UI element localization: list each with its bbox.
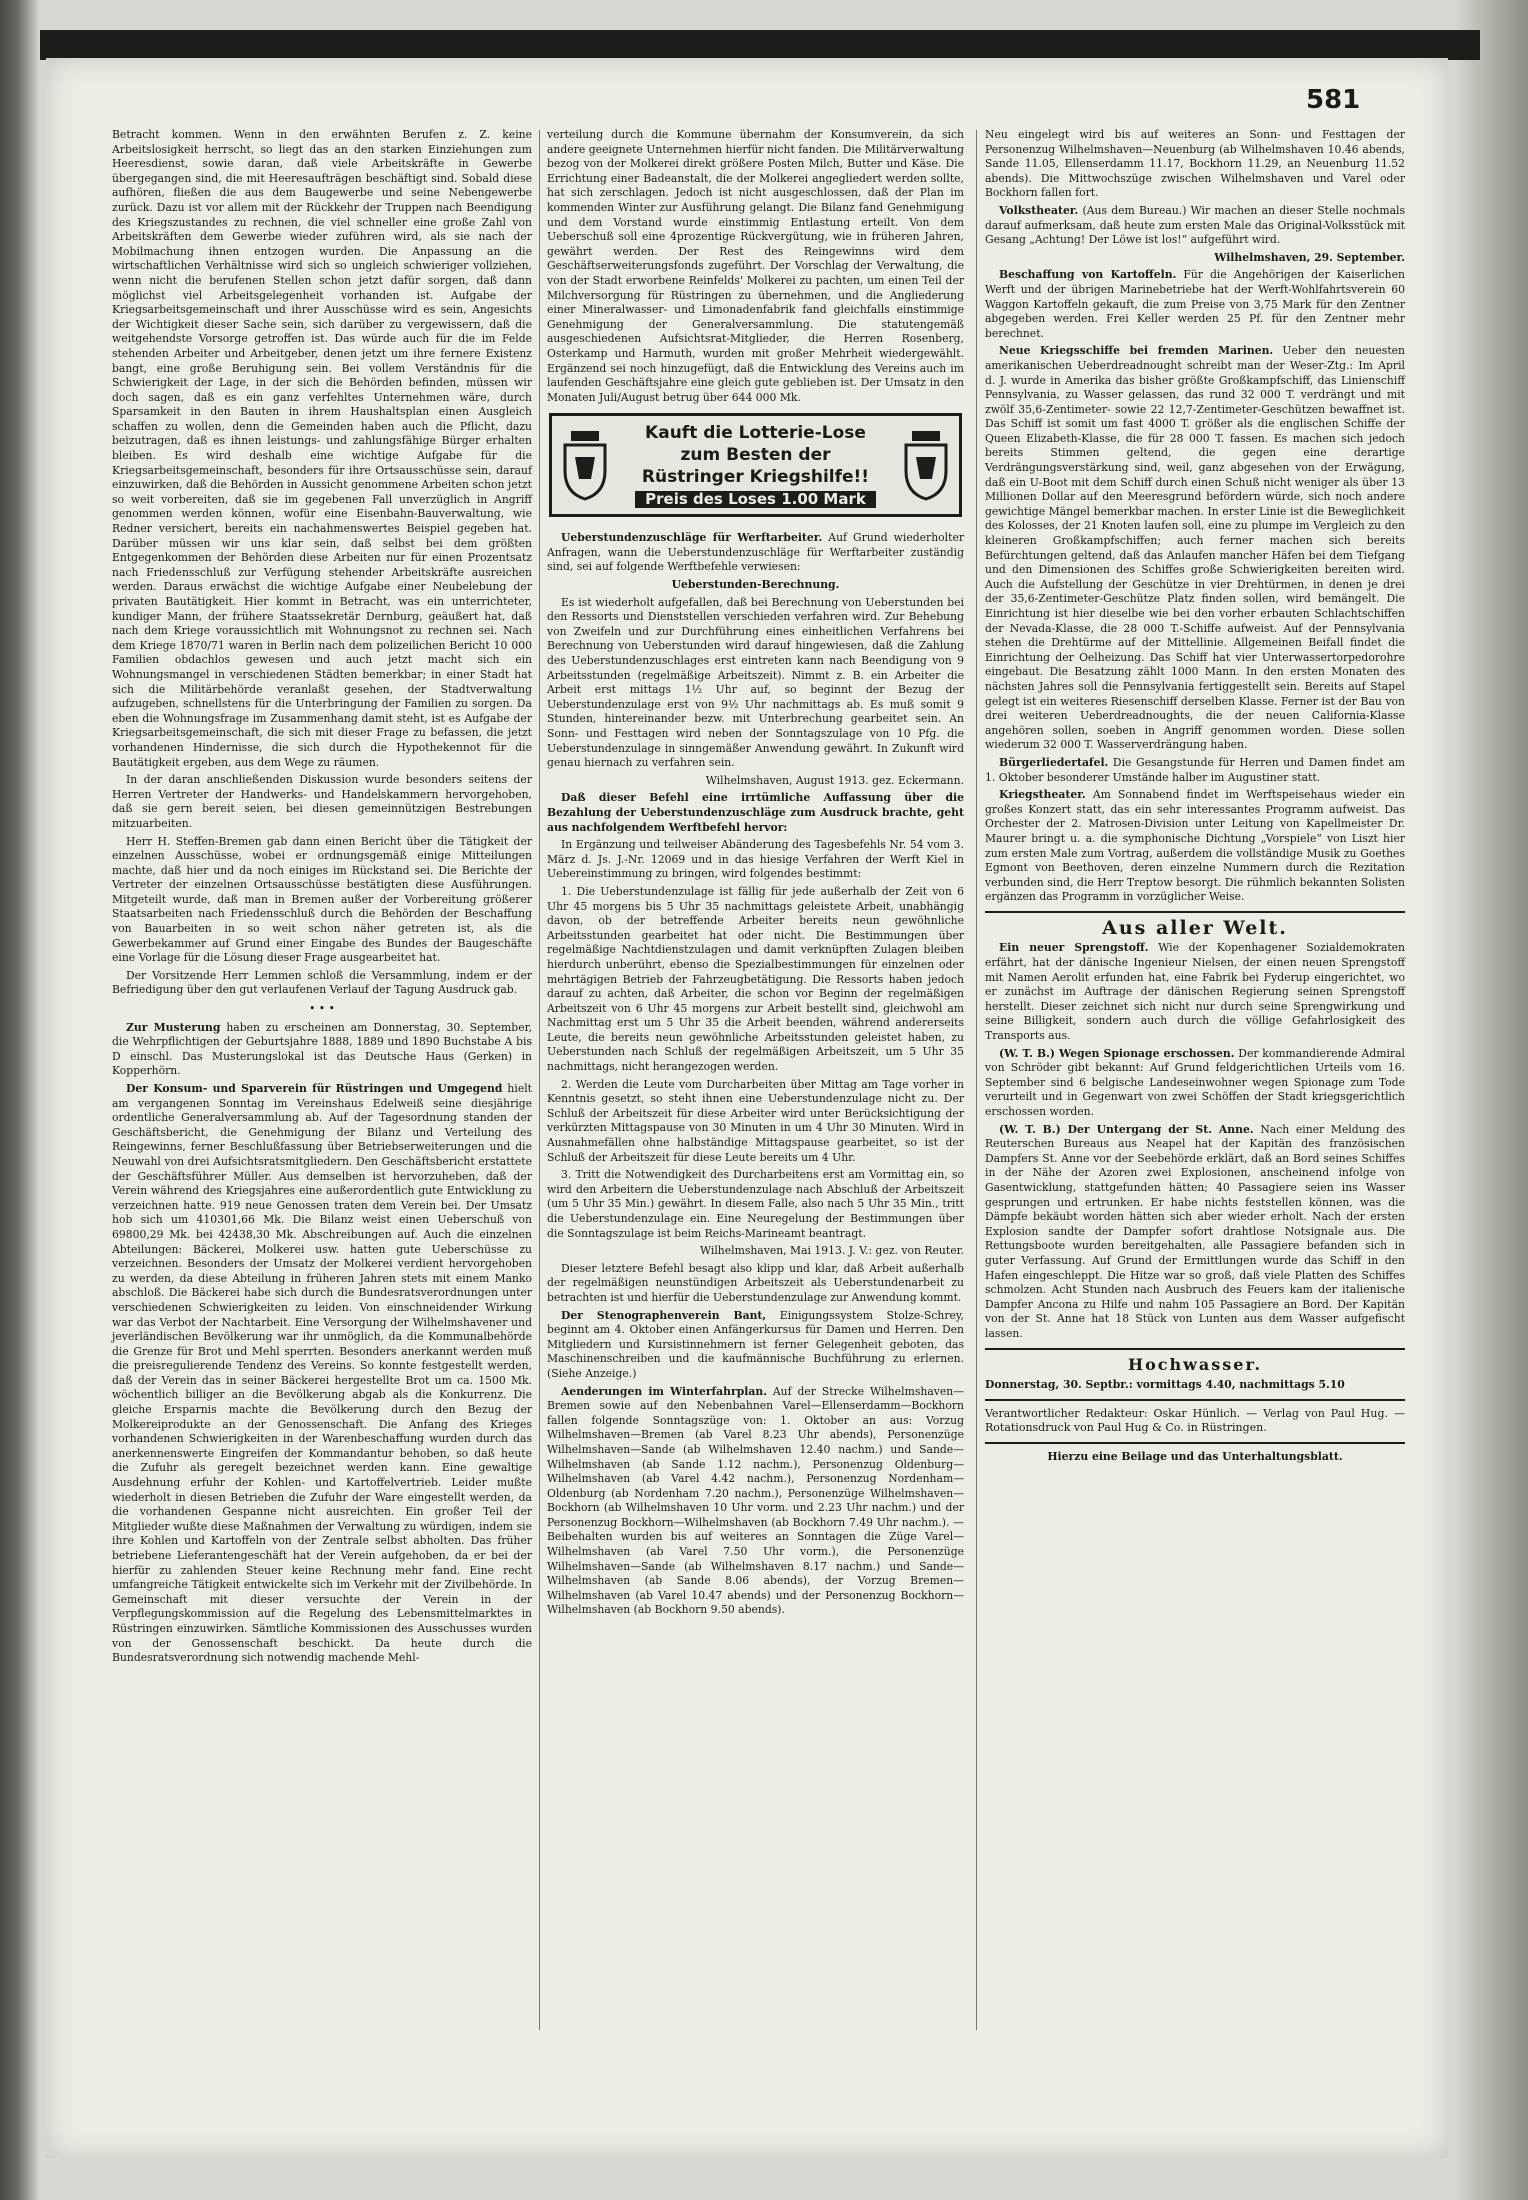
article-heading: Neue Kriegsschiffe bei fremden Marinen. — [999, 344, 1274, 358]
article-body: Wie der Kopenhagener Sozialdemokraten erfährt, hat der dänische Ingenieur Nielsen, der einen neuen Sprengstoff mit Namen Aerolit erfunden hat, eine Fabrik bei Fyderup eingerichtet, wo er zunächst im Auftrage der dänischen Regierung seinen Sprengstoff herstellt. Dieser zeichnet sich nicht nur durch seine Sprengwirkung und seine Billigkeit, sondern auch durch die völlige Gefahrlosigkeit des Transports aus. — [985, 941, 1405, 1043]
article-paragraph: Es ist wiederholt aufgefallen, daß bei Berechnung von Ueberstunden bei den Ressorts und Dienststellen verschieden verfahren wird. Zur Behebung von Zweifeln und zur Durchführung eines einheitlichen Verfahrens bei Berechnung von Ueberstunden wird darauf hingewiesen, daß die Zahlung des Ueberstundenzuschlages erst eintreten kann nach Beendigung von 9 Arbeitsstunden (regelmäßige Arbeitszeit). Nimmt z. B. ein Arbeiter die Arbeit erst mittags 1½ Uhr auf, so beginnt der Bezug der Ueberstundenzulage erst von 9½ Uhr nachmittags ab. Es muß somit 9 Stunden, hintereinander bezw. mit Unterbrechung gearbeitet sein. An Sonn- und Festtagen wird neben der Sonntagszulage von 10 Pfg. die Ueberstundenzulage in sinngemäßer Anwendung gewährt. In Zukunft wird genau hiernach zu verfahren sein. — [547, 595, 964, 770]
article-signature: Wilhelmshaven, Mai 1913. J. V.: gez. von Reuter. — [699, 1244, 964, 1258]
article-heading: Zur Musterung — [126, 1020, 221, 1034]
article-heading: Der Stenographenverein Bant, — [561, 1308, 767, 1322]
article-paragraph: In der daran anschließenden Diskussion wurde besonders seitens der Herren Vertreter der Handwerks- und Handelskammern hervorgehoben, daß sie gern bereit seien, bei diesen gemeinnützigen Bestrebungen mitzuarbeiten. — [112, 773, 532, 830]
article-body: (Aus dem Bureau.) Wir machen an dieser Stelle nochmals darauf aufmerksam, daß heute zum ersten Male das Original-Volksstück mit Gesang „Achtung! Der Löwe ist los!“ aufgeführt wird. — [985, 203, 1406, 247]
article-paragraph: Der Vorsitzende Herr Lemmen schloß die Versammlung, indem er der Befriedigung über den gut verlaufenen Verlauf der Tagung Ausdruck gab. — [112, 968, 532, 997]
article-body: haben zu erscheinen am Donnerstag, 30. September, die Wehrpflichtigen der Geburtsjahre 1888, 1889 und 1890 Buchstabe A bis D einschl. Das Musterungslokal ist das Deutsche Haus (Gerken) in Kopperhörn. — [112, 1020, 533, 1078]
article-heading: Der Konsum- und Sparverein für Rüstringen und Umgegend — [126, 1082, 503, 1095]
article-body: hielt am vergangenen Sonntag im Vereinshaus Edelweiß seine diesjährige ordentliche Generalversammlung ab. Auf der Tagesordnung standen der Geschäftsbericht, die Genehmigung der Bilanz und Verteilung des Reingewinns, ferner Beschlußfassung über Betriebserweiterungen und die Neuwahl von drei Aufsichtsratsmitgliedern. Den Geschäftsbericht erstattete der Geschäftsführer Müller. Aus demselben ist hervorzuheben, daß der Verein während des Kriegsjahres eine außerordentlich gute Entwicklung zu verzeichnen hatte. 919 neue Genossen traten dem Verein bei. Der Umsatz hob sich um 410301,66 Mk. Die Bilanz weist einen Ueberschuß von 69800,29 Mk. bei 42438,30 Mk. Abschreibungen auf. Auch die einzelnen Abteilungen: Bäckerei, Molkerei usw. hatten gute Ueberschüsse zu verzeichnen. Besonders der Umsatz der Molkerei verdient hervorgehoben zu werden, da diese Abteilung in früheren Jahren stets mit einem Manko abschloß. Die Bäckerei habe sich durch die Bundesratsverordnungen unter verschiedenen Schwierigkeiten zu leiden. Von einschneidender Wirkung war das Verbot der Nachtarbeit. Eine Versorgung der Wilhelmshavener und jeverländischen Bevölkerung war ihr unmöglich, da die Kommunalbehörde die Grenze für Brot und Mehl sperrten. Besonders anerkannt werden muß die preisregulierende Tendenz des Vereins. So konnte festgestellt werden, daß der Verein das in seiner Bäckerei hergestellte Brot um ca. 1500 Mk. wöchentlich billiger an die Bevölkerung abgab als die Konkurrenz. Die gleiche Ersparnis machte die Bevölkerung durch den Bezug der Molkereiprodukte an der Genossenschaft. Die Anfang des Krieges vorhandenen Schwierigkeiten in der Warenbeschaffung wurden durch das anerkennenswerte Eingreifen der Kommandantur behoben, so daß heute die Zufuhr als geregelt bezeichnet werden kann. Eine gewaltige Ausdehnung erfuhr der Kohlen- und Kartoffelvertrieb. Leider mußte wiederholt in diesen Betrieben die Zufuhr der Ware eingestellt werden, da die vorhandenen Gespanne nicht ausreichten. Ein großer Teil der Mitglieder wußte diese Maßnahmen der Verwaltung zu würdigen, indem sie ihre Kohlen und Kartoffeln von der Zentrale selbst abholten. Das früher betriebene Lieferantengeschäft hat der Verein aufgehoben, da er bei der hierfür zu zahlenden Steuer keine Rechnung mehr fand. Eine recht umfangreiche Tätigkeit entwickelte sich im Verkehr mit der Zivilbehörde. In Gemeinschaft mit dieser versuchte der Verein in der Verpflegungskommission auf die Regelung des Lebensmittelmarktes in Rüstringen einzuwirken. Sämtliche Kommissionen des Ausschusses wurden von der Genossenschaft beschickt. Da heute durch die Bundesratsverordnung sich notwendig machende Mehl- — [112, 1082, 532, 1665]
article-body: Auf der Strecke Wilhelmshaven—Bremen sowie auf den Nebenbahnen Varel—Ellenserdamm—Bockhorn fallen folgende Sonntagszüge von: 1. Oktober an aus: Vorzug Wilhelmshaven—Bremen (ab Varel 8.23 Uhr abends), Personenzüge Wilhelmshaven—Sande (ab Wilhelmshaven 12.40 nachm.) und Sande—Wilhelmshaven (ab Sande 1.12 nachm.), Personenzug Oldenburg—Wilhelmshaven (ab Varel 4.42 nachm.), Personenzug Nordenham—Oldenburg (ab Nordenham 7.20 nachm.), Personenzüge Wilhelmshaven—Bockhorn (ab Wilhelmshaven 10 Uhr vorm. und 2.23 Uhr nachm.) und der Personenzug Bockhorn—Wilhelmshaven (ab Bockhorn 7.49 Uhr nachm.). — Beibehalten wurden bis auf weiteres an Sonntagen die Züge Varel—Wilhelmshaven (ab Varel 7.50 Uhr vorm.), die Personenzüge Wilhelmshaven—Sande (ab Wilhelmshaven 8.17 nachm.) und Sande—Wilhelmshaven (ab Sande 8.06 abends), der Vorzug Bremen—Wilhelmshaven (ab Varel 10.47 abends) und der Personenzug Bockhorn—Wilhelmshaven (ab Bockhorn 9.50 abends). — [547, 1384, 965, 1617]
ad-line: Kauft die Lotterie-Lose — [645, 422, 866, 443]
article-heading: (W. T. B.) Wegen Spionage erschossen. — [999, 1046, 1235, 1060]
section-rule — [985, 911, 1405, 913]
section-rule — [985, 1348, 1405, 1350]
section-rule — [985, 1442, 1405, 1444]
column-left — [112, 128, 532, 1669]
article-heading: Kriegstheater. — [999, 788, 1086, 802]
section-rule — [985, 1399, 1405, 1401]
article-paragraph: Betracht kommen. Wenn in den erwähnten Berufen z. Z. keine Arbeitslosigkeit herrscht, so liegt das an den starken Einziehungen zum Heeresdienst, sowie daran, daß viele Arbeitskräfte in Gewerbe übergegangen sind, die mit Heeresaufträgen beschäftigt sind. Sobald diese aufhören, fließen die aus dem Baugewerbe und seine Nebengewerbe zurück. Dazu ist vor allem mit der Rückkehr der Truppen nach Beendigung des Kriegszustandes zu rechnen, die viel schneller eine große Zahl von Arbeitskräften dem Gewerbe wieder zuführen wird, als sie nach der Mobilmachung ihnen entzogen wurden. Die Anpassung an die wirtschaftlichen Verhältnisse wird sich so ungleich schwieriger vollziehen, wenn nicht die berufenen Stellen schon jetzt dafür sorgen, daß dann möglichst viel Arbeitsgelegenheit vorhanden ist. Aufgabe der Kriegsarbeitsgemeinschaft und ihrer Ausschüsse wird es sein, Angesichts der Wichtigkeit dieser Sache sein, sich darüber zu vergewissern, daß die weitgehendste Vorsorge getroffen ist. Das würde auch für die im Felde stehenden Arbeiter und Arbeitgeber, denen jetzt um ihre fernere Existenz bangt, eine große Beruhigung sein. Bei vollem Verständnis für die Schwierigkeit der Lage, in der sich die Behörden befinden, müssen wir doch sagen, daß es ein ganz verfehltes Unternehmen wäre, durch Sparsamkeit in den Bauten in ihrem Haushaltsplan einen Ausgleich schaffen zu wollen, denn die Gemeinden haben auch die Pflicht, dazu beizutragen, daß es ihnen leistungs- und zahlungsfähige Bürger erhalten bleiben. Es wird deshalb eine wichtige Aufgabe für die Kriegsarbeitsgemeinschaft, besonders für ihre Ortsausschüsse sein, darauf einzuwirken, daß die Behörden in Aussicht genommene Arbeiten schon jetzt so weit vorbereiten, daß sie im gegebenen Fall unverzüglich in Angriff genommen werden können, wofür eine Eisenbahn-Bauverwaltung, wie Redner versichert, bereits ein nachahmenswertes Beispiel gegeben hat. Darüber müssen wir uns klar sein, daß selbst bei dem größten Entgegenkommen der Behörden diese Arbeiten nur für einen Prozentsatz nach Friedensschluß zur Verfügung stehender Arbeitskräfte ausreichen werden. Daraus erwächst die wichtige Aufgabe einer Neubelebung der privaten Bautätigkeit. Hier kommt in Betracht, was ein unterrichteter, kundiger Mann, der frühere Staatssekretär Dernburg, geäußert hat, daß nach dem Kriege voraussichtlich mit Wohnungsnot zu rechnen sei. Nach dem Kriege 1870/71 waren in Berlin nach dem polizeilichen Bericht 10 000 Familien obdachlos gewesen und auch jetzt macht sich ein Wohnungsmangel in verschiedenen Städten bemerkbar; in einer Stadt hat sich die Militärbehörde veranlaßt gesehen, der Stadtverwaltung aufzugeben, schnellstens für die Unterbringung der Familien zu sorgen. Da eben die Wohnungsfrage im Zusammenhang damit steht, ist es Aufgabe der Kriegsarbeitsgemeinschaft, die sich mit dieser Frage zu befassen, die jetzt vorhandenen Hindernisse, die sich durch die Hypothekennot für die Bautätigkeit ergeben, aus dem Wege zu räumen. — [112, 128, 532, 769]
article-heading: Volkstheater. — [999, 203, 1079, 217]
article-paragraph: 1. Die Ueberstundenzulage ist fällig für jede außerhalb der Zeit von 6 Uhr 45 morgens bis 5 Uhr 35 nachmittags geleistete Arbeit, unabhängig davon, ob der betreffende Arbeiter bereits neun gewöhnliche Arbeitsstunden gearbeitet hat oder nicht. Die Bestimmungen über regelmäßige Nachtdienstzulagen und damit verknüpften Zulagen bleiben hierdurch unberührt, ebenso die Spezialbestimmungen für einzelnen oder mehrtägigen Betrieb der Fahrzeugbetätigung. Die Ressorts haben jedoch darauf zu achten, daß Arbeiter, die schon vor Beginn der regelmäßigen Arbeitszeit von 6 Uhr 45 morgens zur Arbeit bestellt sind, gleichwohl am Nachmittag erst um 5 Uhr 35 die Arbeit beenden, während andererseits Leute, die bereits neun gewöhnliche Arbeitsstunden geleistet haben, zu Ueberstunden nach Schluß der regelmäßigen Arbeitszeit, um 5 Uhr 35 nachmittags, nicht herangezogen werden. — [547, 884, 964, 1074]
article-body: Am Sonnabend findet im Werftspeisehaus wieder ein großes Konzert statt, das ein sehr interessantes Programm aufweist. Das Orchester der 2. Matrosen-Division unter Leitung von Kapellmeister Dr. Maurer bringt u. a. die symphonische Dichtung „Vorspiele“ von Liszt hier zum ersten Male zum Vortrag, außerdem die vollständige Musik zu Goethes Egmont von Beethoven, deren einzelne Nummern durch die Rezitation verbunden sind, die Herr Treptow besorgt. Die rühmlich bekannten Solisten ergänzen das Programm in vorzüglicher Weise. — [985, 788, 1406, 904]
article-signature: Wilhelmshaven, August 1913. gez. Eckermann. — [705, 773, 964, 787]
page-number: 581 — [1306, 85, 1361, 115]
imprint: Verantwortlicher Redakteur: Oskar Hünlich. — Verlag von Paul Hug. — Rotationsdruck von Paul Hug & Co. in Rüstringen. — [985, 1406, 1405, 1435]
article-paragraph: 2. Werden die Leute vom Durcharbeiten über Mittag am Tage vorher in Kenntnis gesetzt, so steht ihnen eine Ueberstundenzulage nicht zu. Der Schluß der Arbeitszeit für diese Arbeiter wird unter Berücksichtigung der verkürzten Mittagspause von 30 Minuten in um 4 Uhr 30 Minuten. Wird in Ausnahmefällen ohne halbständige Mittagspause gearbeitet, so ist der Schluß der Arbeitszeit für diese Leute bereits um 4 Uhr. — [547, 1077, 964, 1164]
article-heading: (W. T. B.) Der Untergang der St. Anne. — [999, 1122, 1254, 1136]
article-heading: Aenderungen im Winterfahrplan. — [561, 1384, 767, 1398]
article-body: Auf Grund wiederholter Anfragen, wann die Ueberstundenzuschläge für Werftarbeiter zuständig sind, sei auf folgende Werftbefehle verwiesen: — [547, 531, 965, 574]
column-right — [985, 128, 1405, 1467]
ornament-divider: • • • — [309, 1002, 335, 1016]
article-heading: Bürgerliedertafel. — [999, 755, 1109, 769]
supplement-note: Hierzu eine Beilage und das Unterhaltungsblatt. — [1047, 1449, 1343, 1463]
lottery-advertisement — [549, 413, 962, 517]
article-paragraph: In Ergänzung und teilweiser Abänderung des Tagesbefehls Nr. 54 vom 3. März d. Js. J.-Nr. 12069 und in das hiesige Verfahren der Werft Kiel in Uebereinstimmung zu bringen, wird folgendes bestimmt: — [547, 838, 964, 881]
section-title: Aus aller Welt. — [1102, 916, 1288, 939]
ad-line: zum Besten der — [680, 444, 831, 465]
article-paragraph: 3. Tritt die Notwendigkeit des Durcharbeitens erst am Vormittag ein, so wird den Arbeitern die Ueberstundenzulage nach Abschluß der Arbeitszeit (um 5 Uhr 35 Min.) gewährt. In diesem Falle, also nach 5 Uhr 35 Min., tritt die Ueberstundenzulage ein. Eine Neuregelung der Bestimmungen über die Sonntagszulage ist beim Reichs-Marineamt beantragt. — [547, 1168, 964, 1240]
article-paragraph: Daß dieser Befehl eine irrtümliche Auffassung über die Bezahlung der Ueberstundenzuschläge zum Ausdruck brachte, geht aus nachfolgendem Werftbefehl hervor: — [547, 791, 964, 834]
article-body: Einigungssystem Stolze-Schrey, beginnt am 4. Oktober einen Anfängerkursus für Damen und Herren. Den Mitgliedern und Kursistinnehmern ist ferner Gelegenheit geboten, das Maschinenschreiben und die kaufmännische Buchführung zu erlernen. (Siehe Anzeige.) — [547, 1308, 964, 1380]
article-body: Nach einer Meldung des Reuterschen Bureaus aus Neapel hat der Kapitän des französischen Dampfers St. Anne vor der Seebehörde erklärt, daß an Bord seines Schiffes in der Nähe der Azoren zwei Explosionen, anscheinend infolge von Gasentwicklung, stattgefunden hätten; 40 Passagiere seien ins Wasser gesprungen und ertrunken. Er habe nichts feststellen können, was die Dämpfe bekäubt worden hätten sich aber wieder erholt. Nach der ersten Explosion sandte der Dampfer sofort drahtlose Notsignale aus. Die Rettungsboote wurden bereitgehalten, alle Passagiere befanden sich in guter Verfassung. Auf Grund der Ermittlungen wurde das Schiff in den Hafen eingeschleppt. Die Hitze war so groß, daß viele Platten des Schiffes schmolzen. Acht Stunden nach Ausbruch des Feuers kam der italienische Dampfer Ancona zu Hilfe und nahm 105 Passagiere an Bord. Der Kapitän von der St. Anne hat 18 Stück von Lunten aus dem Wasser aufgefischt lassen. — [985, 1122, 1405, 1340]
crest-icon — [898, 427, 954, 503]
article-paragraph: verteilung durch die Kommune übernahm der Konsumverein, da sich andere geeignete Unternehmen hierfür nicht fanden. Die Militärverwaltung bezog von der Molkerei direkt größere Posten Milch, Butter und Käse. Die Errichtung einer Badeanstalt, die der Molkerei angegliedert werden sollte, hat sich zerschlagen. Jedoch ist nicht ausgeschlossen, daß der Plan im kommenden Winter zur Ausführung gelangt. Die Bilanz fand Genehmigung und dem Vorstand wurde einstimmig Entlastung erteilt. Von dem Ueberschuß soll eine 4prozentige Rückvergütung, wie in früheren Jahren, gewährt werden. Der Rest des Reingewinns wird dem Geschäftserweiterungsfonds zugeführt. Der Vorschlag der Verwaltung, die von der Stadt erworbene Reinfelds' Molkerei zu pachten, um einen Teil der Milchversorgung für Rüstringen zu übernehmen, und die Angliederung einer Mineralwasser- und Limonadenfabrik fand gleichfalls einstimmige Genehmigung der Generalversammlung. Die statutengemäß ausgeschiedenen Aufsichtsrat-Mitglieder, die Herren Rosenberg, Osterkamp und Harmuth, wurden mit großer Mehrheit wiedergewählt. Ergänzend sei noch hinzugefügt, daß die Entwicklung des Vereins auch im laufenden Geschäftsjahre eine gleich gute geblieben ist. Der Umsatz in den Monaten Juli/August betrug über 644 000 Mk. — [547, 128, 964, 404]
column-middle — [547, 128, 964, 1621]
tide-times: Donnerstag, 30. Septbr.: vormittags 4.40, nachmittags 5.10 — [985, 1378, 1345, 1392]
article-body: Ueber den neuesten amerikanischen Ueberdreadnought schreibt man der Weser-Ztg.: Im April d. J. wurde in Amerika das bisher größte Großkampfschiff, das Linienschiff Pennsylvania, zu Wasser gelassen, das rund 32 000 T. verdrängt und mit zwölf 35,6-Zentimeter- sowie 22 12,7-Zentimeter-Geschützen bewaffnet ist. Das Schiff ist somit um fast 4000 T. größer als die englischen Schiffe der Queen Elizabeth-Klasse, die für 28 000 T. fassen. Es machen sich jedoch bereits Stimmen geltend, die gegen eine derartige Verdrängungsverstärkung sind, weil, ganz abgesehen von der Erwägung, daß ein U-Boot mit dem Schiff durch einen Schuß nicht weniger als über 13 Millionen Dollar auf den Meeresgrund befördern würde, sich noch andere gewichtige Mängel bemerkbar machen. In erster Linie ist die Beweglichkeit des Kolosses, der 21 Knoten laufen soll, eine zu plumpe im Vergleich zu den kleineren Großkampfschiffen; auch ferner machen sich bereits Befürchtungen geltend, daß das Anlaufen mancher Häfen bei dem Tiefgang und den Dimensionen des Schiffes große Schwierigkeiten bereiten wird. Auch die Aufstellung der Geschütze in vier Drehtürmen, in denen je drei der 35,6-Zentimeter-Geschütze Platz finden sollen, wird bemängelt. Die Einrichtung ist hier dieselbe wie bei den vorher erbauten Schlachtschiffen der Nevada-Klasse, die 28 000 T.-Schiffe aufweist. Auf der Pennsylvania stehen die Drehtürme auf der Mittellinie. Allgemeinen Beifall findet die Einrichtung der Oelheizung. Das Schiff hat vier Unterwassertorpedorohre eingebaut. Die Besatzung zählt 1000 Mann. In den ersten Monaten des nächsten Jahres soll die Pennsylvania fertiggestellt sein. Bereits auf Stapel gelegt ist ein weiteres Riesenschiff derselben Klasse. Ferner ist der Bau von drei weiteren Ueberdreadnoughts, die der neuen California-Klasse angehören sollen, soeben in Angriff genommen worden. Diese sollen wiederum 32 000 T. Wasserverdrängung haben. — [985, 344, 1405, 752]
article-body: Die Gesangstunde für Herren und Damen findet am 1. Oktober besonderer Umstände halber im Augustiner statt. — [985, 755, 1406, 784]
ad-line: Rüstringer Kriegshilfe!! — [641, 466, 870, 487]
article-heading: Ueberstundenzuschläge für Werftarbeiter. — [561, 531, 823, 545]
section-title: Hochwasser. — [1127, 1354, 1263, 1374]
article-subheading: Ueberstunden-Berechnung. — [671, 578, 840, 592]
article-heading: Ein neuer Sprengstoff. — [999, 941, 1149, 955]
article-body: Für die Angehörigen der Kaiserlichen Werft und der übrigen Marinebetriebe hat der Werft-Wohlfahrtsverein 60 Waggon Kartoffeln gekauft, die zum Preise von 3,75 Mark für den Zentner abgegeben werden. Frei Keller werden 25 Pf. für den Zentner mehr berechnet. — [985, 268, 1405, 340]
article-heading: Beschaffung von Kartoffeln. — [999, 268, 1177, 282]
article-paragraph: Neu eingelegt wird bis auf weiteres an Sonn- und Festtagen der Personenzug Wilhelmshaven—Neuenburg (ab Wilhelmshaven 10.46 abends, Sande 11.05, Ellenserdamm 11.17, Bockhorn 11.29, an Neuenburg 11.52 abends). Die Mittwochszüge zwischen Wilhelmshaven und Varel oder Bockhorn fallen fort. — [985, 128, 1405, 200]
binding-strip — [40, 30, 1480, 60]
column-rule — [539, 130, 540, 2030]
dateline: Wilhelmshaven, 29. September. — [1214, 250, 1405, 264]
crest-icon — [557, 427, 613, 503]
article-body: Der kommandierende Admiral von Schröder gibt bekannt: Auf Grund feldgerichtlichen Urteils vom 16. September sind 6 belgische Landeseinwohner wegen Spionage zum Tode verurteilt und in Gegenwart von zwei Schöffen der Stadt kriegsgerichtlich erschossen worden. — [985, 1046, 1405, 1118]
article-paragraph: Herr H. Steffen-Bremen gab dann einen Bericht über die Tätigkeit der einzelnen Ausschüsse, wobei er ordnungsgemäß einige Mitteilungen machte, daß hier und da noch einiges im Rückstand sei. Die Berichte der Vertreter der einzelnen Ortsausschüsse bestätigten diese Ausführungen. Mitgeteilt wurde, daß man in Bremen außer der Vorbereitung größerer Staatsarbeiten nach Friedensschluß durch die Behörden der Beschaffung von Bauarbeiten in so weit schon näher getreten ist, als die Gewerbekammer auf Grund einer Eingabe des Bundes der Baugeschäfte eine Vorlage für die Lösung dieser Frage ausgearbeitet hat. — [112, 834, 532, 965]
article-paragraph: Dieser letztere Befehl besagt also klipp und klar, daß Arbeit außerhalb der regelmäßigen neunstündigen Arbeitszeit als Ueberstundenarbeit zu betrachten ist und hierfür die Ueberstundenzulage zur Anwendung kommt. — [547, 1261, 964, 1304]
column-rule — [976, 130, 977, 2030]
ad-price: Preis des Loses 1.00 Mark — [635, 491, 876, 508]
